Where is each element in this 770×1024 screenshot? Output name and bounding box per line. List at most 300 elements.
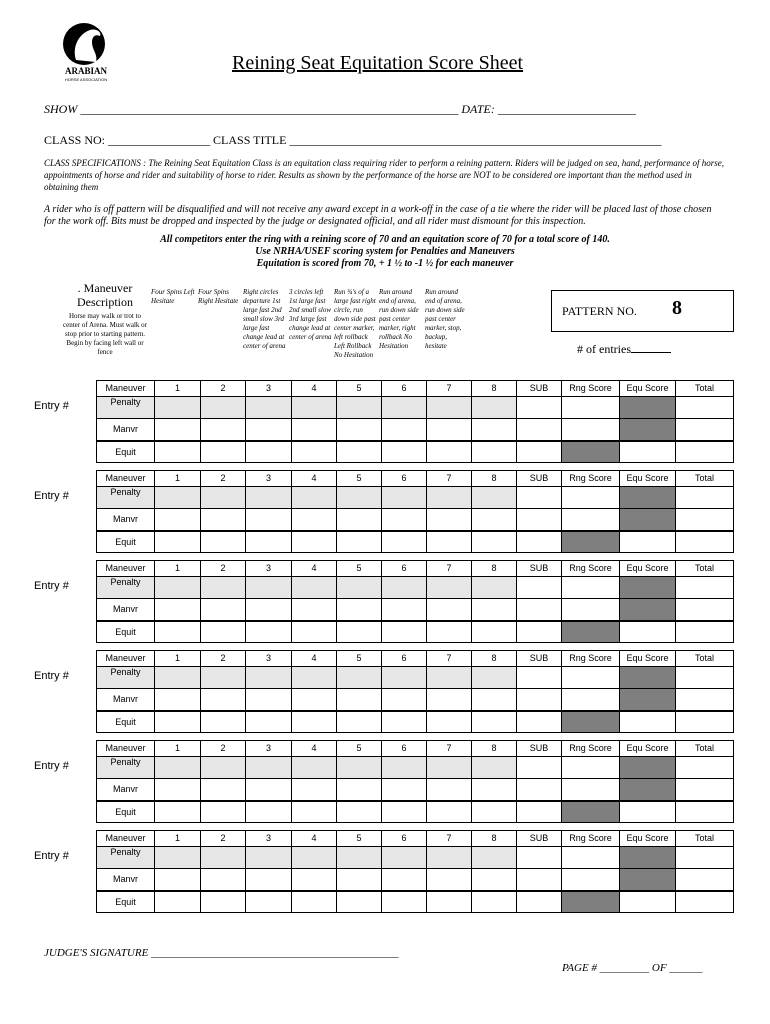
- score-cell[interactable]: [201, 869, 246, 892]
- score-cell[interactable]: [246, 509, 292, 532]
- score-cell[interactable]: [427, 667, 472, 689]
- score-cell[interactable]: [201, 689, 246, 712]
- score-cell[interactable]: [562, 689, 620, 712]
- table-row: [97, 869, 734, 892]
- score-cell[interactable]: [427, 891, 472, 913]
- column-header: 4: [292, 651, 337, 667]
- column-header: 2: [201, 381, 246, 397]
- score-cell[interactable]: [292, 689, 337, 712]
- score-cell[interactable]: [620, 599, 676, 622]
- score-cell[interactable]: [337, 531, 382, 553]
- arabian-horse-logo: [56, 20, 116, 90]
- row-label-manvr: Manvr: [97, 419, 155, 442]
- score-cell[interactable]: [337, 599, 382, 622]
- row-label-equit: Equit: [97, 711, 155, 733]
- score-cell[interactable]: [562, 397, 620, 419]
- score-cell[interactable]: [620, 689, 676, 712]
- score-cell[interactable]: [292, 801, 337, 823]
- column-header: 7: [427, 381, 472, 397]
- score-cell[interactable]: [155, 509, 201, 532]
- score-cell[interactable]: [472, 847, 517, 869]
- score-cell[interactable]: [676, 509, 734, 532]
- score-cell[interactable]: [337, 509, 382, 532]
- table-row: [97, 801, 734, 823]
- table-row: [97, 891, 734, 913]
- score-cell[interactable]: [382, 487, 427, 509]
- score-cell[interactable]: [517, 441, 562, 463]
- score-cell[interactable]: [472, 509, 517, 532]
- score-cell[interactable]: [155, 667, 201, 689]
- score-cell[interactable]: [292, 487, 337, 509]
- column-header: 3: [246, 651, 292, 667]
- score-cell[interactable]: [155, 869, 201, 892]
- score-cell[interactable]: [246, 531, 292, 553]
- score-cell[interactable]: [427, 577, 472, 599]
- score-cell[interactable]: [562, 891, 620, 913]
- score-cell[interactable]: [337, 711, 382, 733]
- score-cell[interactable]: [517, 847, 562, 869]
- column-header: 3: [246, 741, 292, 757]
- score-cell[interactable]: [620, 891, 676, 913]
- score-cell[interactable]: [246, 891, 292, 913]
- score-cell[interactable]: [517, 397, 562, 419]
- column-header: 4: [292, 831, 337, 847]
- entry-number-label[interactable]: Entry #: [34, 580, 69, 592]
- score-cell[interactable]: [472, 711, 517, 733]
- score-cell[interactable]: [472, 531, 517, 553]
- score-cell[interactable]: [517, 891, 562, 913]
- table-row: [97, 689, 734, 712]
- score-cell[interactable]: [562, 757, 620, 779]
- score-cell[interactable]: [246, 847, 292, 869]
- score-cell[interactable]: [427, 509, 472, 532]
- score-cell[interactable]: [620, 577, 676, 599]
- score-cell[interactable]: [246, 621, 292, 643]
- score-cell[interactable]: [201, 599, 246, 622]
- score-cell[interactable]: [472, 779, 517, 802]
- score-cell[interactable]: [472, 599, 517, 622]
- score-cell[interactable]: [292, 621, 337, 643]
- score-cell[interactable]: [620, 419, 676, 442]
- score-cell[interactable]: [246, 419, 292, 442]
- score-cell[interactable]: [246, 599, 292, 622]
- score-cell[interactable]: [382, 801, 427, 823]
- score-cell[interactable]: [517, 757, 562, 779]
- score-cell[interactable]: [517, 509, 562, 532]
- score-cell[interactable]: [337, 801, 382, 823]
- score-cell[interactable]: [155, 847, 201, 869]
- score-cell[interactable]: [620, 801, 676, 823]
- score-cell[interactable]: [155, 397, 201, 419]
- score-cell[interactable]: [155, 891, 201, 913]
- score-cell[interactable]: [201, 621, 246, 643]
- score-cell[interactable]: [676, 869, 734, 892]
- score-cell[interactable]: [201, 397, 246, 419]
- score-cell[interactable]: [676, 847, 734, 869]
- score-cell[interactable]: [155, 757, 201, 779]
- score-cell[interactable]: [517, 531, 562, 553]
- score-cell[interactable]: [427, 531, 472, 553]
- score-cell[interactable]: [201, 801, 246, 823]
- score-cell[interactable]: [382, 419, 427, 442]
- column-header: 4: [292, 381, 337, 397]
- score-cell[interactable]: [201, 487, 246, 509]
- column-header: Equ Score: [620, 561, 676, 577]
- score-cell[interactable]: [246, 757, 292, 779]
- score-cell[interactable]: [246, 667, 292, 689]
- column-header: 3: [246, 471, 292, 487]
- pattern-number: 8: [672, 297, 682, 319]
- score-cell[interactable]: [517, 487, 562, 509]
- score-cell[interactable]: [472, 757, 517, 779]
- score-cell[interactable]: [562, 599, 620, 622]
- column-header: Equ Score: [620, 381, 676, 397]
- column-header: Rng Score: [562, 561, 620, 577]
- score-cell[interactable]: [676, 801, 734, 823]
- score-cell[interactable]: [427, 779, 472, 802]
- column-header: 6: [382, 831, 427, 847]
- score-cell[interactable]: [427, 847, 472, 869]
- score-cell[interactable]: [427, 757, 472, 779]
- maneuver-1-desc: Four Spins Left Hesitate: [151, 288, 195, 305]
- score-cell[interactable]: [620, 621, 676, 643]
- table-row: [97, 711, 734, 733]
- score-cell[interactable]: [382, 779, 427, 802]
- score-cell[interactable]: [155, 779, 201, 802]
- score-cell[interactable]: [155, 419, 201, 442]
- score-cell[interactable]: [292, 599, 337, 622]
- score-cell[interactable]: [337, 577, 382, 599]
- logo-subtext: HORSE ASSOCIATION: [64, 77, 108, 82]
- score-cell[interactable]: [562, 667, 620, 689]
- score-cell[interactable]: [382, 577, 427, 599]
- judge-signature[interactable]: JUDGE'S SIGNATURE _____________________________________________: [44, 947, 399, 959]
- score-cell[interactable]: [517, 419, 562, 442]
- column-header: Equ Score: [620, 831, 676, 847]
- score-cell[interactable]: [201, 509, 246, 532]
- score-cell[interactable]: [337, 757, 382, 779]
- show-date-line[interactable]: SHOW _______________________________________________________________ DATE: _______________________: [44, 102, 636, 116]
- score-cell[interactable]: [155, 487, 201, 509]
- score-cell[interactable]: [337, 689, 382, 712]
- column-header: 2: [201, 471, 246, 487]
- table-row: [97, 531, 734, 553]
- row-label-manvr: Manvr: [97, 689, 155, 712]
- row-label-equit: Equit: [97, 621, 155, 643]
- score-cell[interactable]: [472, 667, 517, 689]
- score-cell[interactable]: [562, 419, 620, 442]
- score-cell[interactable]: [382, 531, 427, 553]
- score-cell[interactable]: [201, 667, 246, 689]
- table-row: [97, 577, 734, 599]
- entries-count[interactable]: [577, 342, 671, 357]
- score-cell[interactable]: [620, 397, 676, 419]
- score-cell[interactable]: [517, 667, 562, 689]
- score-cell[interactable]: [337, 869, 382, 892]
- score-cell[interactable]: [562, 531, 620, 553]
- score-cell[interactable]: [517, 577, 562, 599]
- score-cell[interactable]: [620, 441, 676, 463]
- score-cell[interactable]: [201, 779, 246, 802]
- score-cell[interactable]: [562, 577, 620, 599]
- score-cell[interactable]: [620, 779, 676, 802]
- score-cell[interactable]: [676, 667, 734, 689]
- score-cell[interactable]: [292, 711, 337, 733]
- score-cell[interactable]: [201, 847, 246, 869]
- score-cell[interactable]: [382, 441, 427, 463]
- column-header: 4: [292, 561, 337, 577]
- score-cell[interactable]: [201, 441, 246, 463]
- score-cell[interactable]: [337, 487, 382, 509]
- score-cell[interactable]: [620, 757, 676, 779]
- column-header: Total: [676, 741, 734, 757]
- score-cell[interactable]: [292, 891, 337, 913]
- score-cell[interactable]: [620, 509, 676, 532]
- table-row: [97, 779, 734, 802]
- score-cell[interactable]: [427, 711, 472, 733]
- entry-number-label[interactable]: Entry #: [34, 850, 69, 862]
- score-cell[interactable]: [472, 869, 517, 892]
- column-header: 1: [155, 381, 201, 397]
- column-header: Equ Score: [620, 651, 676, 667]
- entry-number-label[interactable]: Entry #: [34, 760, 69, 772]
- score-cell[interactable]: [382, 869, 427, 892]
- score-cell[interactable]: [337, 397, 382, 419]
- score-cell[interactable]: [472, 487, 517, 509]
- class-line[interactable]: CLASS NO: _________________ CLASS TITLE ______________________________________________________________: [44, 133, 662, 147]
- score-block: [96, 560, 734, 643]
- score-cell[interactable]: [246, 397, 292, 419]
- score-cell[interactable]: [517, 621, 562, 643]
- score-cell[interactable]: [517, 779, 562, 802]
- score-cell[interactable]: [562, 711, 620, 733]
- maneuver-6-desc: Run around end of arena, run down side past center marker, right rollback No Hesitation: [379, 288, 419, 350]
- score-cell[interactable]: [676, 891, 734, 913]
- score-cell[interactable]: [155, 599, 201, 622]
- table-row: [97, 487, 734, 509]
- score-cell[interactable]: [562, 779, 620, 802]
- score-cell[interactable]: [292, 419, 337, 442]
- score-cell[interactable]: [676, 599, 734, 622]
- score-cell[interactable]: [382, 667, 427, 689]
- score-cell[interactable]: [337, 441, 382, 463]
- score-cell[interactable]: [246, 869, 292, 892]
- score-cell[interactable]: [427, 419, 472, 442]
- score-cell[interactable]: [472, 689, 517, 712]
- score-cell[interactable]: [676, 711, 734, 733]
- score-cell[interactable]: [382, 757, 427, 779]
- score-cell[interactable]: [337, 419, 382, 442]
- score-cell[interactable]: [246, 689, 292, 712]
- score-cell[interactable]: [337, 621, 382, 643]
- score-cell[interactable]: [620, 531, 676, 553]
- score-cell[interactable]: [472, 397, 517, 419]
- column-header: 2: [201, 561, 246, 577]
- score-cell[interactable]: [201, 531, 246, 553]
- score-cell[interactable]: [292, 531, 337, 553]
- entry-number-label[interactable]: Entry #: [34, 490, 69, 502]
- score-cell[interactable]: [292, 757, 337, 779]
- score-cell[interactable]: [427, 621, 472, 643]
- score-cell[interactable]: [427, 689, 472, 712]
- score-cell[interactable]: [292, 441, 337, 463]
- entry-number-label[interactable]: Entry #: [34, 670, 69, 682]
- column-header: 8: [472, 831, 517, 847]
- score-cell[interactable]: [246, 441, 292, 463]
- score-cell[interactable]: [562, 509, 620, 532]
- score-cell[interactable]: [246, 779, 292, 802]
- score-cell[interactable]: [246, 801, 292, 823]
- score-cell[interactable]: [201, 419, 246, 442]
- score-cell[interactable]: [155, 711, 201, 733]
- score-cell[interactable]: [517, 599, 562, 622]
- score-cell[interactable]: [562, 441, 620, 463]
- score-cell[interactable]: [676, 621, 734, 643]
- score-cell[interactable]: [246, 711, 292, 733]
- row-label-penalty: Penalty: [97, 577, 155, 599]
- score-cell[interactable]: [155, 531, 201, 553]
- score-cell[interactable]: [201, 891, 246, 913]
- column-header: 6: [382, 561, 427, 577]
- score-cell[interactable]: [292, 779, 337, 802]
- score-cell[interactable]: [472, 419, 517, 442]
- score-cell[interactable]: [155, 621, 201, 643]
- score-cell[interactable]: [155, 801, 201, 823]
- column-header: Total: [676, 831, 734, 847]
- page-number[interactable]: PAGE # _________ OF ______: [562, 962, 703, 974]
- score-cell[interactable]: [201, 577, 246, 599]
- column-header: Rng Score: [562, 741, 620, 757]
- score-cell[interactable]: [382, 397, 427, 419]
- scoring-rules: [44, 234, 726, 270]
- score-cell[interactable]: [427, 801, 472, 823]
- column-header: 7: [427, 831, 472, 847]
- score-cell[interactable]: [337, 667, 382, 689]
- score-cell[interactable]: [562, 847, 620, 869]
- column-header: Rng Score: [562, 471, 620, 487]
- score-cell[interactable]: [562, 869, 620, 892]
- column-header: 1: [155, 561, 201, 577]
- entry-number-label[interactable]: Entry #: [34, 400, 69, 412]
- score-cell[interactable]: [472, 801, 517, 823]
- score-cell[interactable]: [620, 711, 676, 733]
- column-header: 3: [246, 561, 292, 577]
- table-row: [97, 381, 734, 397]
- maneuver-2-desc: Four Spins Right Hesitate: [198, 288, 239, 305]
- score-cell[interactable]: [620, 869, 676, 892]
- score-cell[interactable]: [562, 621, 620, 643]
- scoring-line: Equitation is scored from 70, + 1 ½ to -1 ½ for each maneuver: [256, 258, 514, 269]
- row-label-maneuver: Maneuver: [97, 741, 155, 757]
- score-cell[interactable]: [155, 441, 201, 463]
- maneuver-7-desc: Run around end of arena, run down side past center marker, stop, backup, hesitate: [425, 288, 465, 350]
- score-cell[interactable]: [427, 441, 472, 463]
- score-cell[interactable]: [292, 869, 337, 892]
- score-cell[interactable]: [427, 599, 472, 622]
- score-cell[interactable]: [472, 621, 517, 643]
- column-header: 5: [337, 651, 382, 667]
- score-cell[interactable]: [382, 847, 427, 869]
- score-cell[interactable]: [517, 869, 562, 892]
- score-cell[interactable]: [292, 509, 337, 532]
- table-row: [97, 667, 734, 689]
- score-cell[interactable]: [562, 487, 620, 509]
- column-header: SUB: [517, 651, 562, 667]
- score-cell[interactable]: [155, 577, 201, 599]
- score-cell[interactable]: [292, 667, 337, 689]
- score-cell[interactable]: [246, 577, 292, 599]
- score-cell[interactable]: [472, 891, 517, 913]
- column-header: 1: [155, 651, 201, 667]
- score-cell[interactable]: [676, 531, 734, 553]
- score-cell[interactable]: [517, 711, 562, 733]
- score-cell[interactable]: [155, 689, 201, 712]
- score-block: [96, 380, 734, 463]
- column-header: SUB: [517, 741, 562, 757]
- score-cell[interactable]: [201, 757, 246, 779]
- score-cell[interactable]: [676, 689, 734, 712]
- score-cell[interactable]: [337, 779, 382, 802]
- score-cell[interactable]: [676, 419, 734, 442]
- column-header: 5: [337, 831, 382, 847]
- score-cell[interactable]: [620, 847, 676, 869]
- score-cell[interactable]: [292, 577, 337, 599]
- column-header: Rng Score: [562, 381, 620, 397]
- score-cell[interactable]: [517, 801, 562, 823]
- score-cell[interactable]: [676, 487, 734, 509]
- column-header: Equ Score: [620, 471, 676, 487]
- score-cell[interactable]: [382, 599, 427, 622]
- score-cell[interactable]: [676, 397, 734, 419]
- score-cell[interactable]: [337, 891, 382, 913]
- pattern-label: PATTERN NO.: [562, 304, 637, 318]
- score-cell[interactable]: [201, 711, 246, 733]
- score-cell[interactable]: [337, 847, 382, 869]
- score-cell[interactable]: [246, 487, 292, 509]
- score-cell[interactable]: [382, 711, 427, 733]
- score-cell[interactable]: [382, 509, 427, 532]
- score-cell[interactable]: [676, 441, 734, 463]
- column-header: 6: [382, 651, 427, 667]
- score-cell[interactable]: [517, 689, 562, 712]
- column-header: 8: [472, 381, 517, 397]
- score-cell[interactable]: [676, 779, 734, 802]
- column-header: 8: [472, 561, 517, 577]
- score-cell[interactable]: [472, 441, 517, 463]
- score-cell[interactable]: [676, 757, 734, 779]
- score-cell[interactable]: [676, 577, 734, 599]
- score-cell[interactable]: [292, 847, 337, 869]
- score-cell[interactable]: [427, 487, 472, 509]
- score-block: [96, 470, 734, 553]
- score-cell[interactable]: [620, 487, 676, 509]
- score-cell[interactable]: [382, 891, 427, 913]
- score-cell[interactable]: [382, 689, 427, 712]
- score-cell[interactable]: [562, 801, 620, 823]
- row-label-equit: Equit: [97, 801, 155, 823]
- page-title: Reining Seat Equitation Score Sheet: [232, 52, 524, 74]
- column-header: SUB: [517, 561, 562, 577]
- score-cell[interactable]: [620, 667, 676, 689]
- score-cell[interactable]: [382, 621, 427, 643]
- score-cell[interactable]: [292, 397, 337, 419]
- score-cell[interactable]: [427, 397, 472, 419]
- column-header: 7: [427, 741, 472, 757]
- row-label-maneuver: Maneuver: [97, 651, 155, 667]
- column-header: Total: [676, 561, 734, 577]
- score-cell[interactable]: [472, 577, 517, 599]
- score-cell[interactable]: [427, 869, 472, 892]
